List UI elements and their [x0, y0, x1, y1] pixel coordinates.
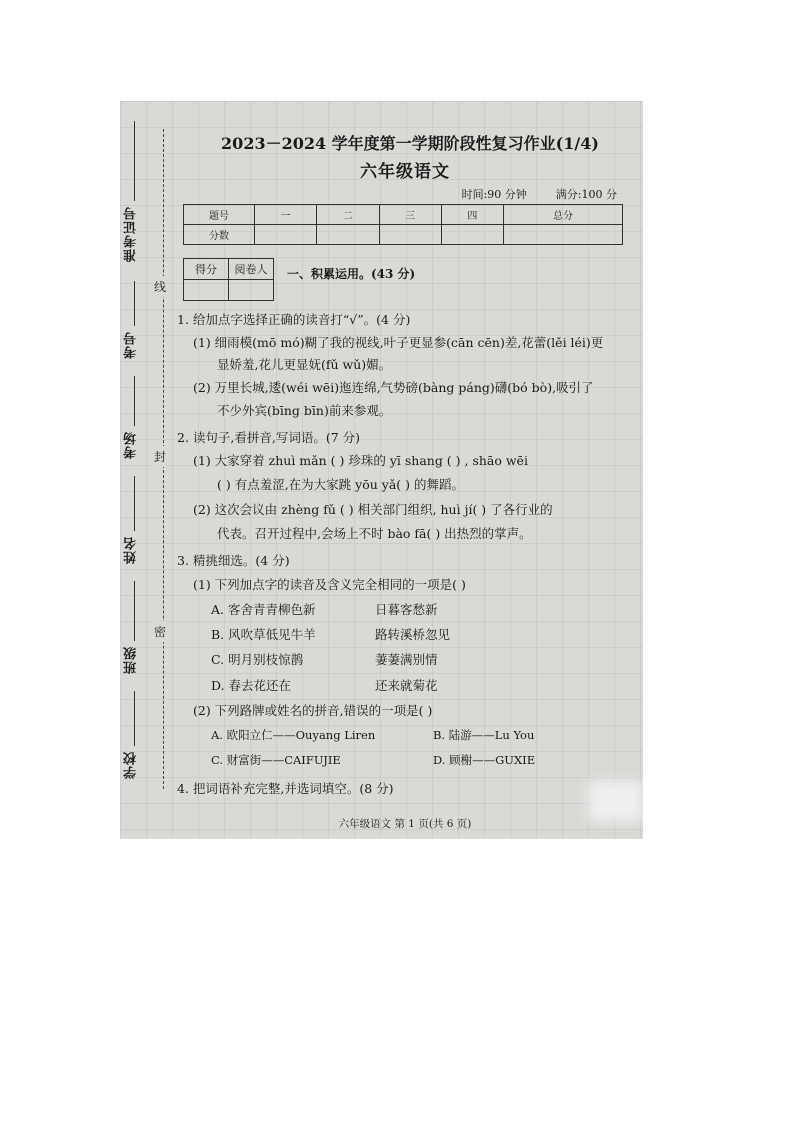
grader-name-cell[interactable] — [229, 280, 274, 301]
question-1-2: (2) 万里长城,逶(wéi wēi)迤连绵,气势磅(bàng páng)礴(bó bò),吸引了 — [193, 380, 594, 395]
blank-school — [134, 691, 135, 746]
score-cell[interactable] — [441, 225, 503, 245]
option-3-1-b-left: B. 风吹草低见牛羊 — [211, 627, 316, 642]
option-3-1-a-left: A. 客舍青青柳色新 — [211, 602, 316, 617]
option-3-2-b: B. 陆游——Lu You — [433, 728, 535, 742]
score-cell[interactable] — [379, 225, 441, 245]
question-1-2-cont: 不少外宾(bīng bīn)前来参观。 — [217, 403, 392, 418]
score-cell[interactable] — [504, 225, 623, 245]
label-exam-number: 考号 — [124, 331, 139, 359]
score-table-header-row — [184, 205, 623, 225]
page-footer: 六年级语文 第 1 页(共 6 页) — [338, 818, 472, 830]
score-cell[interactable] — [255, 225, 317, 245]
exam-meta — [462, 186, 617, 202]
blank-candidate-id — [134, 121, 135, 201]
blank-exam-number — [134, 281, 135, 326]
option-3-1-c-right: 萋萋满别情 — [375, 652, 438, 667]
option-3-1-d-left: D. 春去花还在 — [211, 678, 292, 693]
seal-char-line: 线 — [154, 276, 166, 297]
grader-score-cell[interactable] — [184, 280, 229, 301]
question-1: 1. 给加点字选择正确的读音打“√”。(4 分) — [177, 312, 411, 327]
question-2: 2. 读句子,看拼音,写词语。(7 分) — [177, 430, 361, 445]
option-3-2-a: A. 欧阳立仁——Ouyang Liren — [211, 728, 376, 742]
exam-time: 时间:90 分钟 — [461, 188, 527, 201]
score-header-cell: 四 — [441, 205, 503, 225]
question-3: 3. 精挑细选。(4 分) — [177, 553, 290, 568]
grader-score-label: 得分 — [184, 259, 229, 280]
blank-exam-room — [134, 376, 135, 426]
exam-content — [175, 101, 635, 839]
question-2-1-cont: ( ) 有点羞涩,在为大家跳 yōu yǎ( ) 的舞蹈。 — [217, 477, 464, 492]
option-3-2-d: D. 顾榭——GUXIE — [433, 753, 536, 767]
score-table — [183, 204, 623, 245]
blank-name — [134, 476, 135, 531]
score-header-cell: 二 — [317, 205, 379, 225]
grader-name-label: 阅卷人 — [229, 259, 274, 280]
option-3-2-c: C. 财富街——CAIFUJIE — [211, 753, 341, 767]
score-header-cell: 总分 — [504, 205, 623, 225]
exam-title: 2023－2024 学年度第一学期阶段性复习作业(1/4) — [221, 134, 599, 153]
section-heading: 一、积累运用。(43 分) — [287, 267, 416, 281]
exam-subtitle: 六年级语文 — [360, 162, 450, 182]
option-3-1-b-right: 路转溪桥忽见 — [375, 627, 451, 642]
label-school: 学校 — [124, 751, 139, 779]
score-table-value-row — [184, 225, 623, 245]
label-exam-room: 考场 — [124, 431, 139, 459]
grader-table — [183, 258, 274, 301]
option-3-1-c-left: C. 明月别枝惊鹊 — [211, 652, 304, 667]
score-header-cell: 三 — [379, 205, 441, 225]
label-name: 姓名 — [124, 536, 139, 564]
score-row-label: 分数 — [184, 225, 255, 245]
exam-sheet-photo — [120, 101, 643, 839]
score-header-cell: 题号 — [184, 205, 255, 225]
option-3-1-d-right: 还来就菊花 — [375, 678, 438, 693]
question-1-1-cont: 显娇羞,花儿更显妩(fǔ wǔ)媚。 — [217, 357, 392, 372]
label-candidate-id: 准考证号 — [124, 206, 139, 262]
seal-char-secret: 密 — [154, 621, 166, 642]
score-header-cell: 一 — [255, 205, 317, 225]
seal-char-seal: 封 — [154, 446, 166, 467]
label-class: 班级 — [124, 646, 139, 674]
exam-full-score: 满分:100 分 — [555, 188, 617, 201]
option-3-1-a-right: 日暮客愁新 — [375, 602, 438, 617]
question-2-2: (2) 这次会议由 zhèng fǔ ( ) 相关部门组织, huì jí( ) 了各行业的 — [193, 502, 553, 517]
question-2-1: (1) 大家穿着 zhuì mǎn ( ) 珍珠的 yī shang ( ) , shāo wēi — [193, 453, 528, 468]
question-2-2-cont: 代表。召开过程中,会场上不时 bào fā( ) 出热烈的掌声。 — [217, 526, 532, 541]
question-1-1: (1) 细雨模(mō mó)糊了我的视线,叶子更显参(cān cēn)差,花蕾(lěi léi)更 — [193, 335, 604, 350]
question-3-1: (1) 下列加点字的读音及含义完全相同的一项是( ) — [193, 577, 466, 592]
binding-strip — [120, 101, 168, 839]
score-cell[interactable] — [317, 225, 379, 245]
question-3-2: (2) 下列路牌或姓名的拼音,错误的一项是( ) — [193, 703, 433, 718]
blank-class — [134, 581, 135, 641]
question-4: 4. 把词语补充完整,并选词填空。(8 分) — [177, 781, 394, 796]
